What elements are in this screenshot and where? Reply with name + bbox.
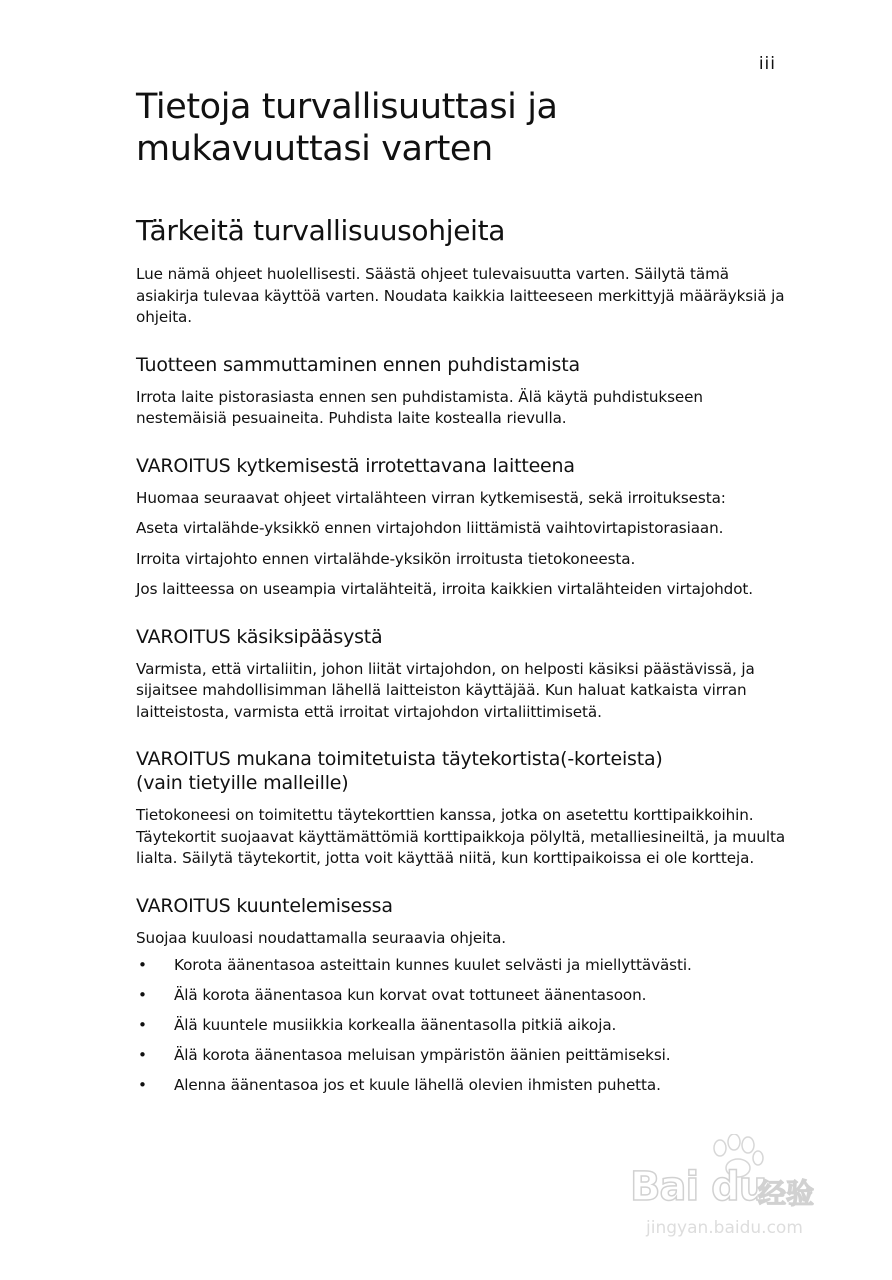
bullet-icon: •	[138, 956, 147, 974]
list-item	[136, 1045, 786, 1067]
intro-section	[136, 214, 786, 329]
list-item-text: Korota äänentasoa asteittain kunnes kuulet selvästi ja miellyttävästi.	[174, 956, 692, 974]
section-access	[136, 625, 786, 724]
section-connecting	[136, 454, 786, 601]
section-heading: VAROITUS kuuntelemisessa	[136, 894, 393, 917]
list-item	[136, 1015, 786, 1037]
list-item-text: Alenna äänentasoa jos et kuule lähellä olevien ihmisten puhetta.	[174, 1076, 661, 1094]
page-number: iii	[758, 54, 776, 74]
intro-paragraph: Lue nämä ohjeet huolellisesti. Säästä ohjeet tulevaisuutta varten. Säilytä tämä asiakirja tulevaa käyttöä varten. Noudata kaikkia laitteeseen merkittyjä määräyksiä ja ohjeita.	[136, 265, 785, 326]
section-title: Tärkeitä turvallisuusohjeita	[136, 214, 506, 247]
paragraph: Jos laitteessa on useampia virtalähteitä, irroita kaikkien virtalähteiden virtajohdot.	[136, 580, 753, 598]
section-dummy-cards	[136, 747, 786, 870]
bullet-icon: •	[138, 1076, 147, 1094]
list-item	[136, 1075, 786, 1097]
bullet-icon: •	[138, 1046, 147, 1064]
bullet-icon: •	[138, 986, 147, 1004]
section-heading	[136, 747, 786, 795]
list-item-text: Älä korota äänentasoa meluisan ympäristön äänien peittämiseksi.	[174, 1046, 671, 1064]
paragraph: Suojaa kuuloasi noudattamalla seuraavia ohjeita.	[136, 928, 507, 947]
list-item-text: Älä kuuntele musiikkia korkealla äänentasolla pitkiä aikoja.	[174, 1016, 617, 1034]
list-item-text: Älä korota äänentasoa kun korvat ovat tottuneet äänentasoon.	[174, 986, 647, 1004]
paragraph: Aseta virtalähde-yksikkö ennen virtajohdon liittämistä vaihtovirtapistorasiaan.	[136, 519, 724, 537]
bullet-icon: •	[138, 1016, 147, 1034]
watermark-brand: Bai du	[630, 1164, 767, 1210]
paragraph: Irrota laite pistorasiasta ennen sen puhdistamista. Älä käytä puhdistukseen nestemäisiä pesuaineita. Puhdista laite kostealla rievulla.	[136, 387, 703, 427]
list-item	[136, 955, 786, 977]
paragraph: Varmista, että virtaliitin, johon liität virtajohdon, on helposti käsiksi päästävissä, ja sijaitsee mahdollisimman lähellä laitteiston käyttäjää. Kun haluat katkaista virran laitteistosta, varmista että irroitat virtajohdon virtaliittimisetä.	[136, 659, 755, 721]
watermark-chinese: 经验	[758, 1177, 815, 1210]
heading-line: VAROITUS mukana toimitetuista täytekortista(-korteista)	[136, 748, 663, 770]
heading-line: (vain tietyille malleille)	[136, 772, 349, 794]
section-heading: Tuotteen sammuttaminen ennen puhdistamista	[136, 353, 580, 376]
paragraph: Tietokoneesi on toimitettu täytekorttien kanssa, jotka on asetettu korttipaikkoihin. Täytekortit suojaavat käyttämättömiä korttipaikkoja pölyltä, metalliesineiltä, ja muulta lialta. Säilytä täytekortit, jotta voit käyttää niitä, kun korttipaikoissa ei ole kortteja.	[136, 806, 786, 867]
bullet-list	[136, 955, 786, 1097]
page-title: Tietoja turvallisuuttasi ja mukavuuttasi varten	[136, 87, 558, 169]
section-heading: VAROITUS kytkemisestä irrotettavana laitteena	[136, 454, 575, 477]
section-heading: VAROITUS käsiksipääsystä	[136, 625, 383, 648]
section-cleaning	[136, 353, 786, 430]
section-listening	[136, 894, 786, 1097]
baidu-jingyan-watermark	[630, 1134, 840, 1244]
watermark-url: jingyan.baidu.com	[646, 1218, 803, 1238]
paragraph: Irroita virtajohto ennen virtalähde-yksikön irroitusta tietokoneesta.	[136, 549, 636, 568]
paragraph: Huomaa seuraavat ohjeet virtalähteen virran kytkemisestä, sekä irroituksesta:	[136, 488, 726, 507]
list-item	[136, 985, 786, 1007]
document-body	[136, 86, 786, 1105]
